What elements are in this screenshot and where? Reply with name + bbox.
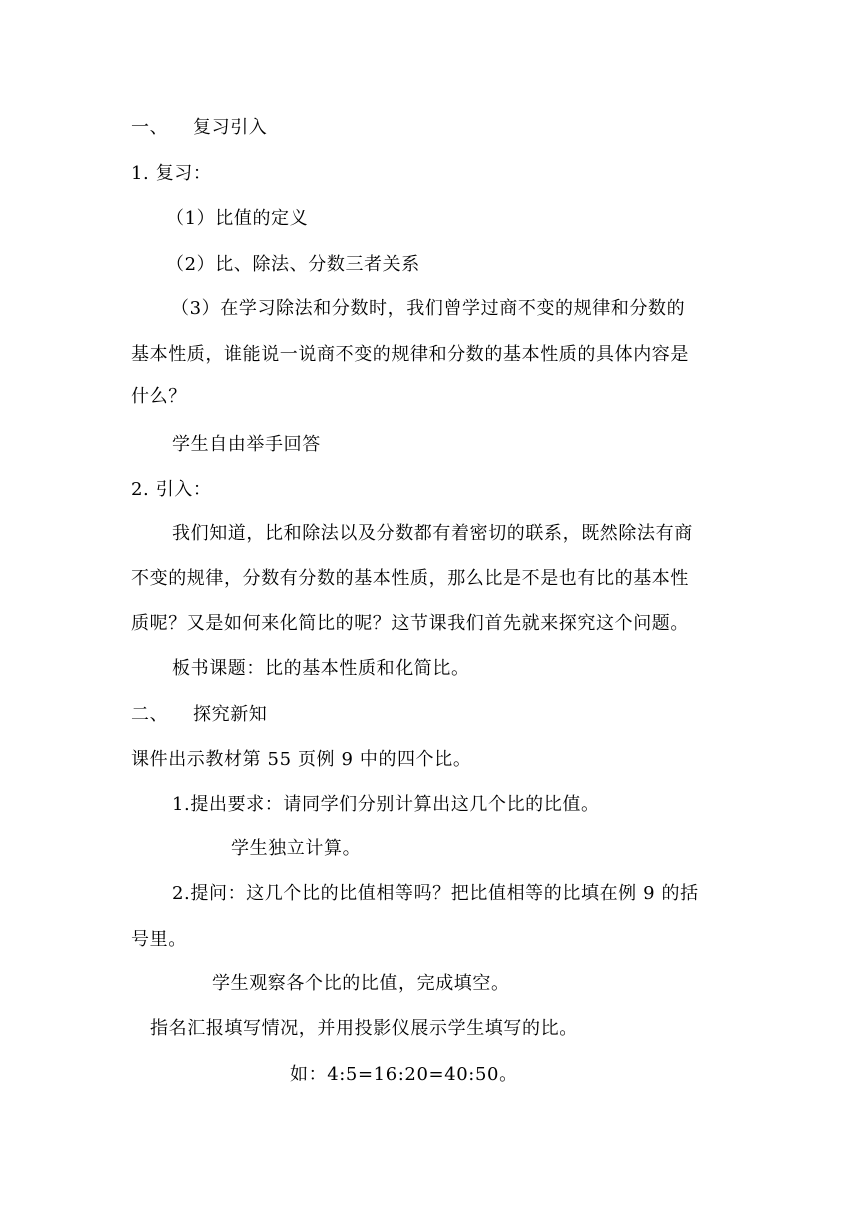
intro-paragraph-line1: 我们知道，比和除法以及分数都有着密切的联系，既然除法有商	[172, 523, 693, 544]
explore-report: 指名汇报填写情况，并用投影仪展示学生填写的比。	[150, 1018, 578, 1039]
section-heading-review	[131, 116, 267, 140]
section-title: 探究新知	[193, 704, 268, 725]
intro-paragraph-line3: 质呢？又是如何来化简比的呢？这节课我们首先就来探究这个问题。	[131, 613, 689, 634]
explore-step2-line2: 号里。	[131, 929, 187, 950]
review-point-question-line2: 基本性质，谁能说一说商不变的规律和分数的基本性质的具体内容是	[131, 344, 689, 365]
board-topic: 板书课题：比的基本性质和化简比。	[172, 658, 470, 679]
item-intro-title: 2. 引入：	[131, 479, 212, 500]
intro-paragraph-line2: 不变的规律，分数有分数的基本性质，那么比是不是也有比的基本性	[131, 568, 689, 589]
review-point-ratio-definition: （1）比值的定义	[166, 208, 309, 229]
item-review-title: 1. 复习：	[131, 163, 212, 184]
section-number: 一、	[131, 117, 169, 138]
explore-example: 如：4:5=16:20=40:50。	[290, 1064, 518, 1085]
section-number: 二、	[131, 704, 169, 725]
explore-step2-answer: 学生观察各个比的比值，完成填空。	[212, 973, 510, 994]
review-answer: 学生自由举手回答	[172, 434, 321, 455]
review-point-question-line1: （3）在学习除法和分数时，我们曾学过商不变的规律和分数的	[171, 298, 686, 319]
explore-step1-answer: 学生独立计算。	[231, 838, 362, 859]
review-point-question-line3: 什么？	[131, 386, 187, 407]
section-title: 复习引入	[193, 117, 268, 138]
section-heading-explore	[131, 703, 267, 727]
explore-intro: 课件出示教材第 55 页例 9 中的四个比。	[131, 749, 472, 770]
review-point-relationship: （2）比、除法、分数三者关系	[166, 254, 420, 275]
explore-step1: 1.提出要求：请同学们分别计算出这几个比的比值。	[172, 794, 600, 815]
explore-step2-line1: 2.提问：这几个比的比值相等吗？把比值相等的比填在例 9 的括	[172, 883, 699, 904]
